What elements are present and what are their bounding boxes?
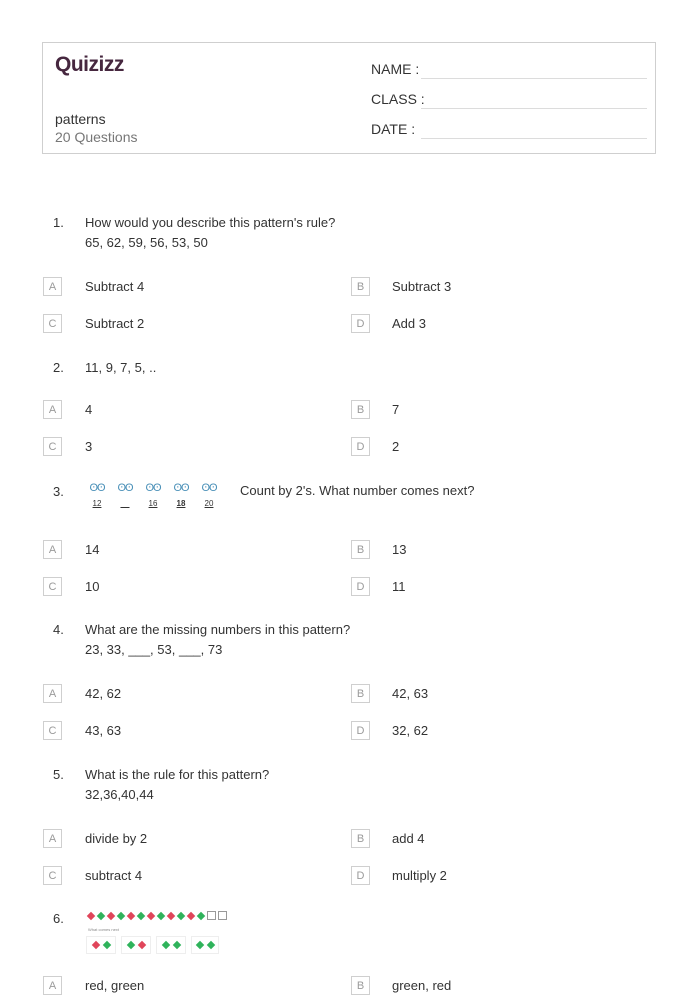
name-label: NAME : [371, 61, 420, 77]
diamond-pattern-image [86, 911, 227, 920]
date-label: DATE : [371, 121, 416, 137]
option-letter-box[interactable]: D [351, 866, 370, 885]
option-letter-box[interactable]: A [43, 277, 62, 296]
option-text: multiply 2 [392, 868, 447, 883]
option-text: Subtract 3 [392, 279, 452, 294]
option-text: 32, 62 [392, 723, 429, 738]
option-text: Add 3 [392, 316, 426, 331]
option-letter-box[interactable]: A [43, 684, 62, 703]
question-number: 2. [53, 360, 64, 375]
option-letter-box[interactable]: D [351, 314, 370, 333]
option-letter-box[interactable]: B [351, 277, 370, 296]
class-field[interactable] [421, 108, 647, 109]
option-letter-box[interactable]: B [351, 540, 370, 559]
question-text: 11, 9, 7, 5, .. [85, 360, 157, 375]
option-letter-box[interactable]: D [351, 721, 370, 740]
ladybug-icon: ʘʘ 16 [145, 482, 161, 508]
option-letter-box[interactable]: B [351, 829, 370, 848]
answer-diamond-pair [121, 936, 151, 954]
option-text: 7 [392, 402, 400, 417]
option-letter-box[interactable]: D [351, 577, 370, 596]
option-letter-box[interactable]: A [43, 976, 62, 995]
option-letter-box[interactable]: B [351, 684, 370, 703]
option-text: subtract 4 [85, 868, 143, 883]
option-text: 2 [392, 439, 400, 454]
option-letter-box[interactable]: B [351, 976, 370, 995]
option-text: green, red [392, 978, 452, 993]
ladybug-icon: ʘʘ 20 [201, 482, 217, 508]
option-text: add 4 [392, 831, 425, 846]
question-sequence: 23, 33, ___, 53, ___, 73 [85, 642, 223, 657]
question-text: What is the rule for this pattern? [85, 767, 270, 782]
ladybug-icon: ʘʘ 18 [173, 482, 189, 508]
option-text: Subtract 4 [85, 279, 145, 294]
question-count: 20 Questions [55, 129, 138, 145]
worksheet-title: patterns [55, 111, 106, 127]
worksheet-header [42, 42, 656, 154]
option-text: 43, 63 [85, 723, 122, 738]
option-text: 10 [85, 579, 100, 594]
option-text: Subtract 2 [85, 316, 145, 331]
option-letter-box[interactable]: C [43, 866, 62, 885]
answer-diamond-pair [156, 936, 186, 954]
option-letter-box[interactable]: C [43, 314, 62, 333]
question-number: 1. [53, 215, 64, 230]
ladybug-icon: ʘʘ __ [117, 482, 133, 508]
question-text: How would you describe this pattern's rule? [85, 215, 336, 230]
option-letter-box[interactable]: C [43, 577, 62, 596]
quizizz-logo: Quizizz [55, 53, 124, 76]
question-number: 4. [53, 622, 64, 637]
question-text: What are the missing numbers in this pattern? [85, 622, 351, 637]
question-number: 3. [53, 484, 64, 499]
question-number: 6. [53, 911, 64, 926]
option-letter-box[interactable]: C [43, 721, 62, 740]
option-letter-box[interactable]: A [43, 400, 62, 419]
date-field[interactable] [421, 138, 647, 139]
question-sequence: 32,36,40,44 [85, 787, 154, 802]
ladybug-count-image [86, 482, 226, 514]
option-text: 14 [85, 542, 100, 557]
image-caption: What comes next [88, 927, 119, 932]
option-text: 11 [392, 579, 406, 594]
option-text: 42, 62 [85, 686, 122, 701]
option-letter-box[interactable]: A [43, 540, 62, 559]
option-text: 42, 63 [392, 686, 429, 701]
answer-diamond-pair [191, 936, 219, 954]
answer-diamond-pair [86, 936, 116, 954]
option-letter-box[interactable]: D [351, 437, 370, 456]
name-field[interactable] [421, 78, 647, 79]
question-text: Count by 2's. What number comes next? [240, 483, 475, 498]
ladybug-icon: ʘʘ 12 [89, 482, 105, 508]
option-text: 4 [85, 402, 93, 417]
option-text: 13 [392, 542, 407, 557]
option-letter-box[interactable]: A [43, 829, 62, 848]
class-label: CLASS : [371, 91, 425, 107]
question-number: 5. [53, 767, 64, 782]
option-text: red, green [85, 978, 145, 993]
option-letter-box[interactable]: C [43, 437, 62, 456]
option-text: 3 [85, 439, 93, 454]
question-sequence: 65, 62, 59, 56, 53, 50 [85, 235, 208, 250]
option-text: divide by 2 [85, 831, 148, 846]
option-letter-box[interactable]: B [351, 400, 370, 419]
